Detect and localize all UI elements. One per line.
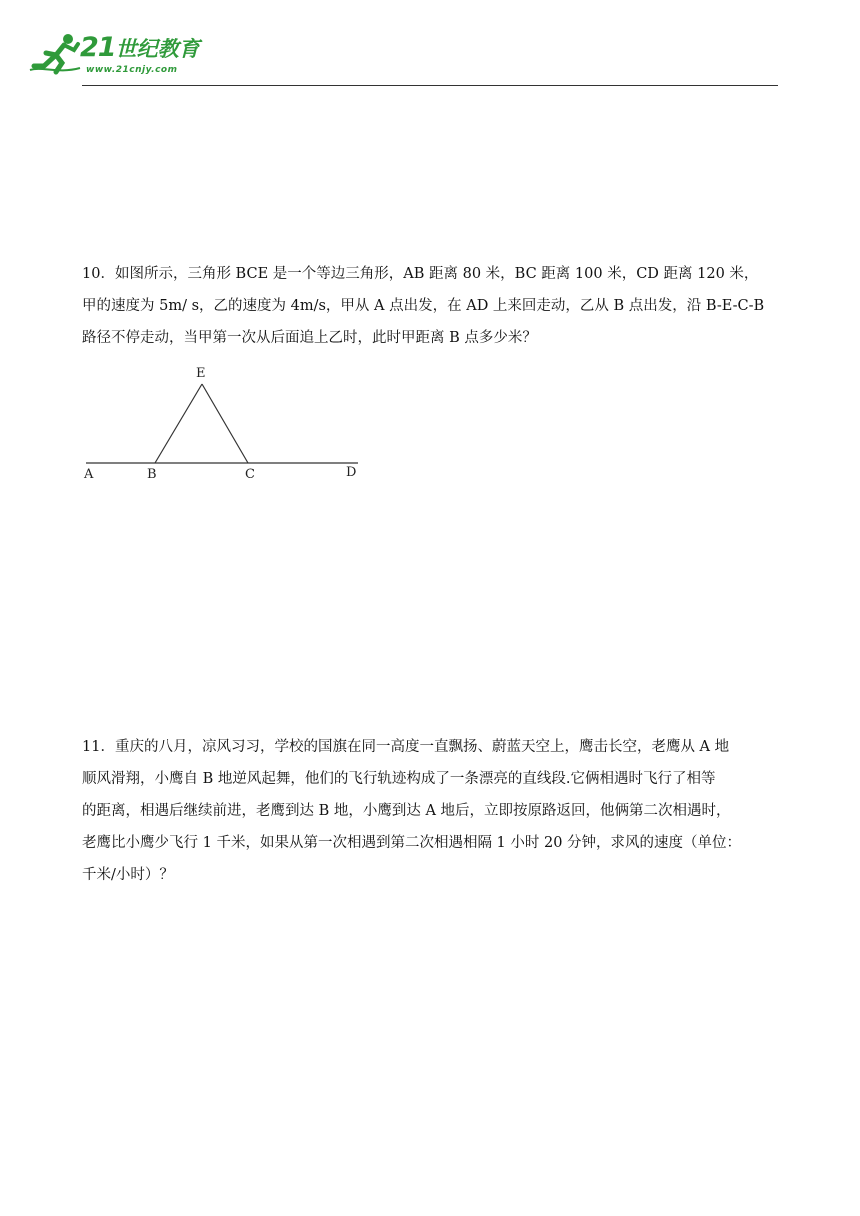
logo-wordmark: 21世纪教育 (80, 32, 200, 63)
question-11 (82, 731, 782, 891)
question-11-line: 顺风滑翔，小鹰自 B 地逆风起舞，他们的飞行轨迹构成了一条漂亮的直线段.它俩相遇时飞行了相等 (82, 771, 716, 787)
question-10-line: 甲的速度为 5m/ s，乙的速度为 4m/s，甲从 A 点出发，在 AD 上来回走动，乙从 B 点出发，沿 B-E-C-B (82, 298, 765, 314)
triangle-figure (80, 360, 370, 490)
question-10-line: 路径不停走动，当甲第一次从后面追上乙时，此时甲距离 B 点多少米？ (82, 330, 537, 346)
point-label-a: A (84, 467, 94, 482)
point-label-e: E (196, 366, 206, 381)
runner-icon (28, 30, 88, 78)
segment-be (155, 384, 202, 463)
question-11-line: 千米/小时）？ (82, 867, 174, 883)
segment-ec (202, 384, 248, 463)
triangle-diagram (80, 360, 370, 490)
question-10-line: 10．如图所示，三角形 BCE 是一个等边三角形，AB 距离 80 米，BC 距离 100 米，CD 距离 120 米， (82, 266, 759, 282)
header-divider (82, 85, 778, 86)
question-11-line: 老鹰比小鹰少飞行 1 千米，如果从第一次相遇到第二次相遇相隔 1 小时 20 分钟，求风的速度（单位： (82, 835, 742, 851)
question-11-line: 的距离，相遇后继续前进，老鹰到达 B 地，小鹰到达 A 地后，立即按原路返回，他俩第二次相遇时， (82, 803, 731, 819)
point-label-c: C (245, 467, 255, 482)
site-logo[interactable] (28, 30, 198, 78)
page-header (0, 0, 860, 90)
question-11-line: 11．重庆的八月，凉风习习，学校的国旗在同一高度一直飘扬、蔚蓝天空上，鹰击长空，老鹰从 A 地 (82, 739, 730, 755)
point-label-b: B (147, 467, 157, 482)
question-10 (82, 258, 782, 354)
point-label-d: D (346, 465, 357, 480)
logo-url: www.21cnjy.com (86, 65, 178, 75)
